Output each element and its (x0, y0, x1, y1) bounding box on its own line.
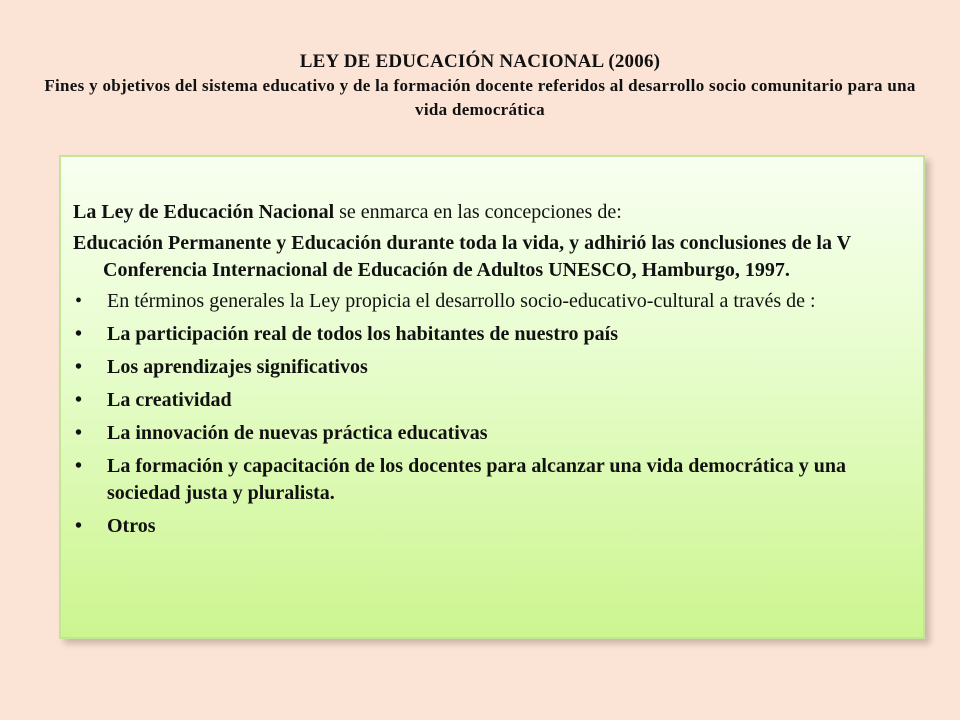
bullet-item-teacher-training (73, 453, 883, 507)
bullet-icon: • (75, 356, 83, 378)
bullet-item-general (73, 288, 883, 315)
bullet-item-learning (73, 354, 883, 381)
content-box (59, 155, 925, 639)
bullet-text: La creatividad (107, 389, 232, 411)
bullet-icon: • (75, 455, 83, 477)
bullet-icon: • (75, 515, 83, 537)
bullet-text: Otros (107, 515, 156, 537)
bullet-text: Los aprendizajes significativos (107, 356, 368, 378)
bullet-icon: • (75, 389, 83, 411)
bullet-icon: • (75, 422, 83, 444)
intro-paragraph (73, 199, 883, 226)
intro-rest: se enmarca en las concepciones de: (334, 201, 622, 223)
slide-title: LEY DE EDUCACIÓN NACIONAL (2006) (299, 51, 661, 72)
intro-law-name: La Ley de Educación Nacional (73, 201, 335, 223)
bullet-text: La innovación de nuevas práctica educativas (107, 422, 488, 444)
bullet-text: La participación real de todos los habitantes de nuestro país (107, 323, 618, 345)
slide-header (0, 50, 960, 122)
bullet-text: En términos generales la Ley propicia el desarrollo socio-educativo-cultural a través de : (107, 290, 816, 312)
bullet-item-innovation (73, 420, 883, 447)
bullet-list (73, 288, 883, 540)
bullet-icon: • (75, 323, 83, 345)
bullet-text: La formación y capacitación de los docentes para alcanzar una vida democrática y una sociedad justa y pluralista. (107, 455, 847, 504)
slide-subtitle: Fines y objetivos del sistema educativo y de la formación docente referidos al desarrollo socio comunitario para una vida democrática (44, 76, 916, 119)
bullet-item-participation (73, 321, 883, 348)
bullet-item-creativity (73, 387, 883, 414)
bullet-icon: • (75, 290, 83, 312)
bullet-item-others (73, 513, 883, 540)
permanent-education-paragraph: Educación Permanente y Educación durante toda la vida, y adhirió las conclusiones de la V Conferencia Internacional de Educación de Adultos UNESCO, Hamburgo, 1997. (73, 232, 851, 281)
